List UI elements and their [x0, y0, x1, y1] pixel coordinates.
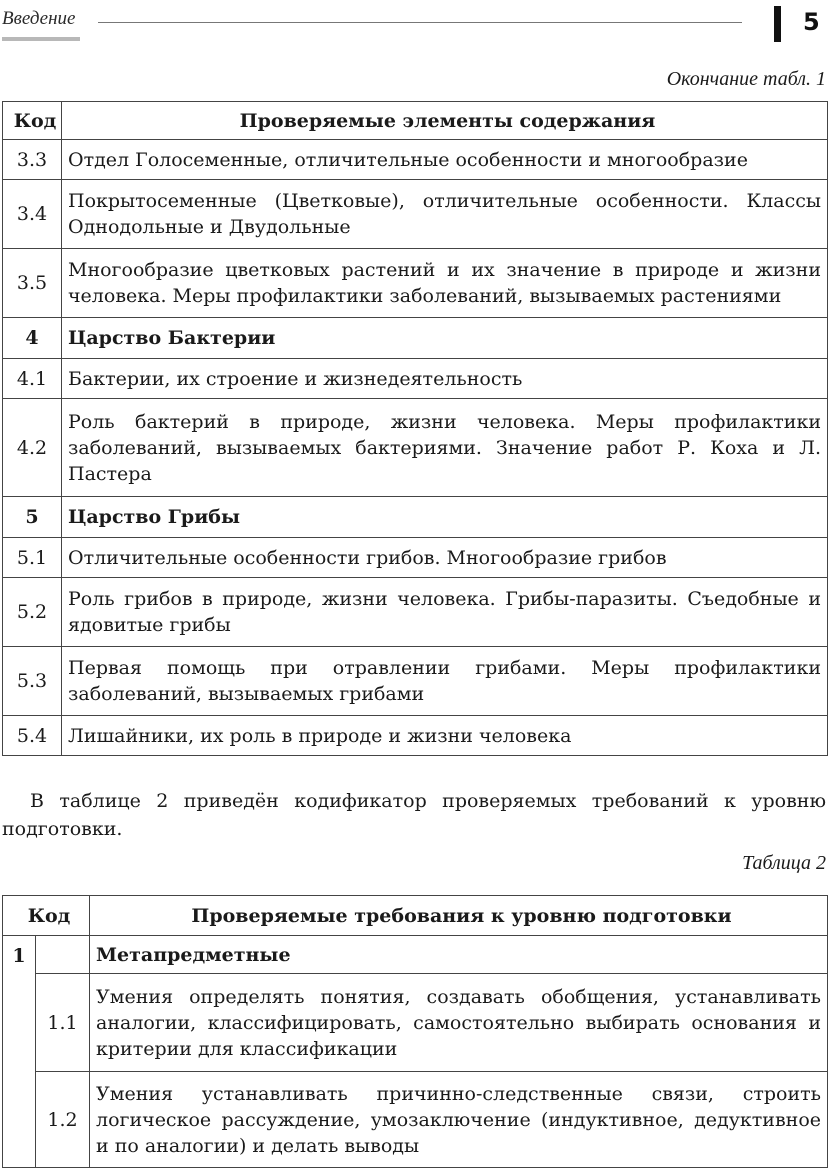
row-text: Роль грибов в природе, жизни человека. Грибы-паразиты. Съедобные и ядовитые грибы: [62, 578, 828, 647]
group-code: 1: [3, 936, 36, 1168]
row-text: Отличительные особенности грибов. Многообразие грибов: [62, 538, 828, 578]
row-text: Умения устанавливать причинно-следственные связи, строить логическое рассуждение, умозаключение (индуктивное, дедуктивное и по аналогии) и делать выводы: [90, 1072, 828, 1168]
row-text: Роль бактерий в природе, жизни человека. Меры профилактики заболеваний, вызываемых бактериями. Значение работ Р. Коха и Л. Пастера: [62, 399, 828, 497]
section-code: 5: [3, 497, 62, 538]
section-title: Введение: [2, 8, 76, 29]
row-code: 3.3: [3, 140, 62, 180]
table-row: [3, 399, 828, 497]
group-title: Метапредметные: [90, 936, 828, 974]
row-code: 5.4: [3, 716, 62, 756]
row-code: 1.2: [36, 1072, 90, 1168]
table-row: [3, 647, 828, 716]
table2-header-row: [3, 896, 828, 936]
table-row-section: [3, 497, 828, 538]
table-row: [3, 249, 828, 318]
page-header: [0, 0, 832, 46]
column-header-requirements: Проверяемые требования к уровню подготовки: [90, 896, 828, 936]
row-code: 3.4: [3, 180, 62, 249]
row-text: Многообразие цветковых растений и их значение в природе и жизни человека. Меры профилактики заболеваний, вызываемых растениями: [62, 249, 828, 318]
table-row-section: [3, 318, 828, 359]
column-header-content: Проверяемые элементы содержания: [62, 102, 828, 140]
table2: [2, 895, 828, 1168]
table-row: [3, 359, 828, 399]
empty-subcode-cell: [36, 936, 90, 974]
row-text: Лишайники, их роль в природе и жизни человека: [62, 716, 828, 756]
table-row: [3, 538, 828, 578]
row-code: 1.1: [36, 974, 90, 1072]
section-title: Царство Грибы: [62, 497, 828, 538]
table-row-group: [3, 936, 828, 974]
row-code: 5.2: [3, 578, 62, 647]
table-row: [3, 1072, 828, 1168]
section-title: Царство Бактерии: [62, 318, 828, 359]
table1-caption: Окончание табл. 1: [666, 68, 826, 90]
section-title-underline: [2, 37, 80, 41]
row-code: 3.5: [3, 249, 62, 318]
table1-header-row: [3, 102, 828, 140]
table1: [2, 101, 828, 756]
header-bar: [774, 6, 781, 42]
table-row: [3, 180, 828, 249]
row-text: Отдел Голосеменные, отличительные особенности и многообразие: [62, 140, 828, 180]
table-row: [3, 578, 828, 647]
row-code: 4.2: [3, 399, 62, 497]
column-header-code: Код: [3, 102, 62, 140]
section-code: 4: [3, 318, 62, 359]
table-row: [3, 974, 828, 1072]
row-text: Покрытосеменные (Цветковые), отличительные особенности. Классы Однодольные и Двудольные: [62, 180, 828, 249]
header-rule: [98, 22, 742, 23]
row-text: Умения определять понятия, создавать обобщения, устанавливать аналогии, классифицировать, самостоятельно выбирать основания и критерии для классификации: [90, 974, 828, 1072]
table-row: [3, 140, 828, 180]
row-code: 4.1: [3, 359, 62, 399]
row-code: 5.3: [3, 647, 62, 716]
table-row: [3, 716, 828, 756]
row-text: Бактерии, их строение и жизнедеятельность: [62, 359, 828, 399]
page-number: 5: [803, 8, 820, 36]
intro-paragraph: В таблице 2 приведён кодификатор проверяемых требований к уровню подготовки.: [2, 790, 826, 840]
column-header-code: Код: [3, 896, 90, 936]
row-text: Первая помощь при отравлении грибами. Меры профилактики заболеваний, вызываемых грибами: [62, 647, 828, 716]
table2-caption: Таблица 2: [742, 852, 826, 874]
row-code: 5.1: [3, 538, 62, 578]
